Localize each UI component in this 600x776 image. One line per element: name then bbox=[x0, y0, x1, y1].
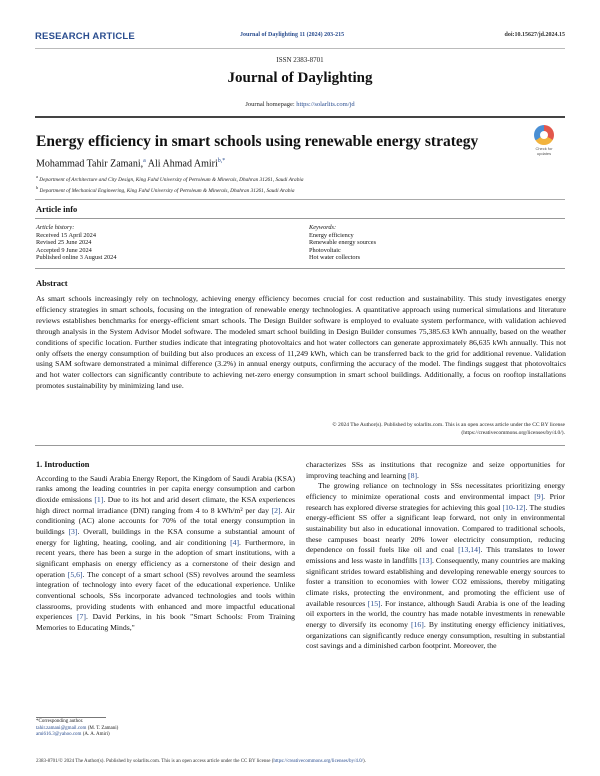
history-item: Revised 25 June 2024 bbox=[36, 239, 92, 247]
journal-homepage bbox=[0, 101, 600, 108]
check-for-updates-icon bbox=[534, 125, 554, 145]
homepage-link[interactable]: https://solarlits.com/jd bbox=[296, 101, 355, 108]
abstract-heading: Abstract bbox=[36, 278, 68, 288]
corresponding-author-note bbox=[36, 719, 118, 739]
footer-tail: ). bbox=[363, 759, 366, 764]
introduction-heading: 1. Introduction bbox=[36, 460, 90, 469]
citation-link[interactable]: [15] bbox=[367, 598, 381, 608]
citation-link[interactable]: [5,6] bbox=[67, 569, 83, 579]
author-email-link[interactable]: tahir.zamani@gmail.com bbox=[36, 725, 87, 731]
issn: ISSN 2383-8701 bbox=[276, 56, 324, 64]
abstract-text: As smart schools increasingly rely on technology, achieving energy efficiency becomes crucial for cost reduction and sustainability. This study investigates energy efficiency strategies in smart schools, focusing on the integration of renewable energy technologies. A quantitative approach using numerical simulations and literature reviews establishes benchmarks for energy-efficient smart schools. The Design Builder software is employed to evaluate system performance, with validation achieved through analysis in the System Advisor Model software. The modeled smart school building in Design Builder consumes 75,385.63 kWh annually, based on the weather conditions of specific location. Further studies indicate that integrating photovoltaics and hot water collectors can generate approximately 86,635 kWh annually. This not only offsets the energy consumption of building but also produces an excess of 11,249 kWh, which can be transferred back to the grid for additional revenue. Validation using SAM software demonstrated a minimal difference (3.2%) in annual energy outputs, confirming the accuracy of the model. The findings suggest that photovoltaics and hot water collectors can significantly contribute to achieving net-zero energy consumption in smart school buildings. Additionally, a focus on rooftop installations promotes sustainability by minimizing land use. bbox=[36, 294, 566, 391]
affiliation bbox=[36, 174, 303, 183]
left-column bbox=[36, 460, 295, 634]
footnote-divider bbox=[36, 717, 106, 718]
article-history bbox=[36, 224, 116, 262]
keyword: Renewable energy sources bbox=[309, 239, 377, 247]
citation-link[interactable]: [8] bbox=[408, 470, 418, 480]
citation-link[interactable]: [3] bbox=[68, 526, 78, 536]
right-column-body bbox=[306, 460, 565, 652]
keyword: Hot water collectors bbox=[309, 254, 361, 262]
affiliation-text: Department of Architecture and City Design, King Fahd University of Petroleum & Minerals, Dhahran 31261, Saudi Arabia bbox=[37, 176, 304, 183]
body-text: . For instance, although Saudi Arabia is one of the leading oil exporters in the world, the country has made notable investments in renewable energy to diversify its economy bbox=[306, 598, 565, 629]
body-text: . The studies energy-efficient SS offer a significant leap forward, not only in environmental sustainability but also in educational innovation. Compared to traditional schools, these campuses boast nearly 20% lower electricity consumption, reducing dependence on fossil fuels like oil and coal bbox=[306, 502, 566, 555]
abstract-divider bbox=[35, 445, 565, 446]
check-for-updates-badge[interactable] bbox=[530, 125, 558, 159]
body-paragraph bbox=[36, 474, 295, 634]
body-text: . This translates to lower emissions and less waste in landfills bbox=[306, 545, 565, 565]
body-text: . Overall, buildings in the KSA consume a substantial amount of energy for lighting, heating, cooling, and air conditioning bbox=[36, 526, 295, 547]
body-text: . David Perkins, in his book "Smart Schools: From Training Memories to Educating Minds," bbox=[36, 612, 295, 632]
body-text: . Furthermore, in recent years, there has been a surge in the adoption of smart institutions, with a significant emphasis on energy efficiency as a cornerstone of their design and operation bbox=[36, 537, 295, 579]
doi: doi:10.15627/jd.2024.15 bbox=[504, 32, 565, 38]
journal-reference: Journal of Daylighting 11 (2024) 203-215 bbox=[240, 32, 345, 38]
homepage-label: Journal homepage: bbox=[245, 101, 297, 108]
affiliation-divider bbox=[35, 199, 565, 200]
body-text: . bbox=[417, 470, 419, 480]
article-type: RESEARCH ARTICLE bbox=[35, 31, 135, 42]
author-affiliation-mark: a bbox=[143, 158, 146, 164]
author-list bbox=[36, 158, 225, 169]
footer-text: 2383-8701/© 2024 The Author(s). Published by solarlits.com. This is an open access article under the CC BY license ( bbox=[36, 759, 274, 764]
history-item: Accepted 9 June 2024 bbox=[36, 246, 92, 254]
body-paragraph bbox=[306, 460, 565, 481]
keywords-label: Keywords: bbox=[309, 224, 337, 231]
history-item: Received 15 April 2024 bbox=[36, 231, 96, 239]
affiliation bbox=[36, 185, 294, 194]
footnote-label: *Corresponding author. bbox=[36, 719, 84, 724]
citation-link[interactable]: [9] bbox=[534, 491, 544, 501]
author-email-owner: (M. T. Zamani) bbox=[86, 725, 119, 731]
body-text: According to the Saudi Arabia Energy Report, the Kingdom of Saudi Arabia (KSA) ranks among the leading countries in per capita energy consumption and carbon dioxide emissions bbox=[36, 473, 295, 504]
running-header bbox=[35, 31, 565, 45]
right-column bbox=[306, 460, 565, 652]
citation-link[interactable]: [7] bbox=[76, 612, 86, 622]
affiliation-mark: b bbox=[36, 185, 39, 190]
author-name[interactable]: Ali Ahmad Amiri bbox=[145, 158, 218, 170]
article-info-divider bbox=[35, 218, 565, 219]
body-paragraph bbox=[306, 481, 565, 652]
citation-link[interactable]: [10-12] bbox=[502, 502, 526, 512]
keyword: Photovoltaic bbox=[309, 246, 341, 254]
info-divider bbox=[35, 268, 565, 269]
masthead-divider bbox=[35, 116, 565, 118]
license-link[interactable]: (https://creativecommons.org/licenses/by/4.0/). bbox=[461, 429, 565, 436]
footer-license-link[interactable]: https://creativecommons.org/licenses/by/4.0/ bbox=[273, 759, 364, 764]
citation-link[interactable]: [2] bbox=[271, 505, 281, 515]
license-notice bbox=[205, 422, 565, 438]
affiliation-mark: a bbox=[36, 174, 38, 179]
body-text: characterizes SSs as institutions that recognize and seize opportunities for improving teaching and learning bbox=[306, 460, 565, 480]
body-text: The growing reliance on technology in SSs necessitates prioritizing energy efficiency to minimize operational costs and environmental impact bbox=[306, 481, 565, 501]
author-affiliation-mark: b,* bbox=[217, 158, 226, 164]
author-email-link[interactable]: ami616.3@yahoo.com bbox=[36, 732, 82, 737]
affiliation-text: Department of Mechanical Engineering, King Fahd University of Petroleum & Minerals, Dhahran 31261, Saudi Arabia bbox=[38, 187, 295, 194]
author-email-owner: (A. A. Amiri) bbox=[81, 732, 110, 737]
body-text: . Air conditioning (AC) alone accounts for 70% of the total energy consumption in buildings bbox=[36, 505, 295, 536]
article-info-heading: Article info bbox=[36, 204, 78, 214]
license-line: © 2024 The Author(s). Published by solarlits.com. This is an open access article under the CC BY license bbox=[332, 422, 565, 428]
citation-link[interactable]: [1] bbox=[94, 494, 104, 504]
header-divider bbox=[35, 48, 565, 49]
body-text: . Due to its hot and arid desert climate, the KSA experiences high direct normal irradiance (DNI) ranging from 4 to 8 kWh/m² per day bbox=[36, 494, 296, 515]
keywords bbox=[309, 224, 376, 262]
citation-link[interactable]: [16] bbox=[411, 619, 424, 629]
body-text: . The concept of a smart school (SS) revolves around the seamless integration of technology into every facet of the educational experience. Unlike conventional schools, SSs incorporate advanced technologies and tools within classrooms, providing students with enhanced and more impactful educational experiences bbox=[36, 569, 296, 622]
article-title: Energy efficiency in smart schools using renewable energy strategy bbox=[36, 133, 479, 150]
citation-link[interactable]: [13,14] bbox=[458, 545, 481, 555]
journal-name: Journal of Daylighting bbox=[227, 70, 373, 86]
body-text: . By instituting energy efficiency initiatives, organizations can significantly reduce energy consumption, resulting in substantial cost savings and a diminished carbon footprint. Moreover, the bbox=[306, 619, 565, 651]
check-for-updates-text: Check for updates bbox=[535, 146, 553, 156]
left-column-body bbox=[36, 474, 295, 634]
keyword: Energy efficiency bbox=[309, 231, 354, 239]
history-label: Article history: bbox=[36, 224, 75, 231]
author-name[interactable]: Mohammad Tahir Zamani, bbox=[36, 158, 144, 170]
body-text: . Prior research has explored diverse strategies for achieving this goal bbox=[306, 491, 565, 512]
page-footer bbox=[36, 759, 565, 764]
body-text: . Consequently, many countries are making significant strides toward establishing and developing renewable energy sources to foster a transition to economies with lower CO2 emissions, thereby mitigating climate risks, protecting the environment, and promoting the efficient use of available resources bbox=[306, 555, 565, 608]
citation-link[interactable]: [4] bbox=[230, 537, 240, 547]
citation-link[interactable]: [13] bbox=[419, 555, 433, 565]
history-item: Published online 3 August 2024 bbox=[36, 254, 117, 262]
